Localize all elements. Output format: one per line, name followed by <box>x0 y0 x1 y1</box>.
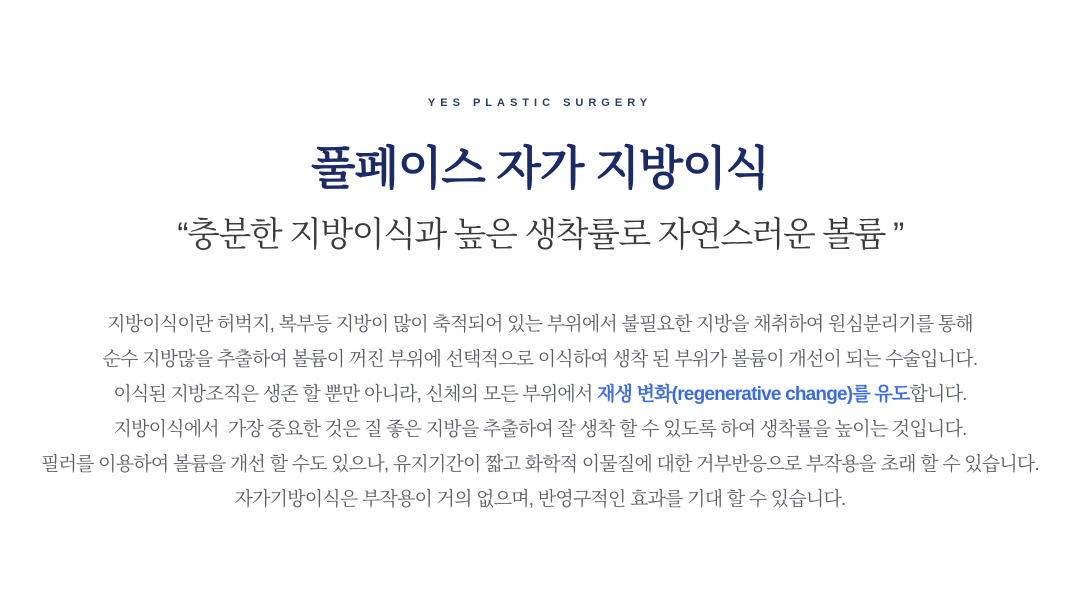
description-line-1: 지방이식이란 허벅지, 복부등 지방이 많이 축적되어 있는 부위에서 불필요한 지방을 채취하여 원심분리기를 통해 <box>107 314 973 335</box>
description-paragraphs <box>0 307 1080 517</box>
description-line-3-before: 이식된 지방조직은 생존 할 뿐만 아니라, 신체의 모든 부위에서 <box>113 384 597 405</box>
regenerative-change-highlight: 재생 변화(regenerative change)를 유도 <box>596 384 910 405</box>
page-subtitle-quote: “충분한 지방이식과 높은 생착률로 자연스러운 볼륨 ” <box>177 216 903 254</box>
description-line-3-after: 합니다. <box>909 384 967 405</box>
description-line-4: 지방이식에서 가장 중요한 것은 질 좋은 지방을 추출하여 잘 생착 할 수 있도록 하여 생착률을 높이는 것입니다. <box>113 419 967 440</box>
description-line-2: 순수 지방많을 추출하여 볼륨이 꺼진 부위에 선택적으로 이식하여 생착 된 부위가 볼륨이 개선이 되는 수술입니다. <box>102 349 978 370</box>
page-title: 풀페이스 자가 지방이식 <box>311 142 769 194</box>
clinic-brand-label: YES PLASTIC SURGERY <box>427 97 653 109</box>
description-line-5: 필러를 이용하여 볼륨을 개선 할 수도 있으나, 유지기간이 짧고 화학적 이물질에 대한 거부반응으로 부작용을 초래 할 수 있습니다. <box>41 454 1039 475</box>
description-line-6: 자가기방이식은 부작용이 거의 없으며, 반영구적인 효과를 기대 할 수 있습니다. <box>234 489 846 510</box>
description-line-3 <box>0 377 1080 412</box>
